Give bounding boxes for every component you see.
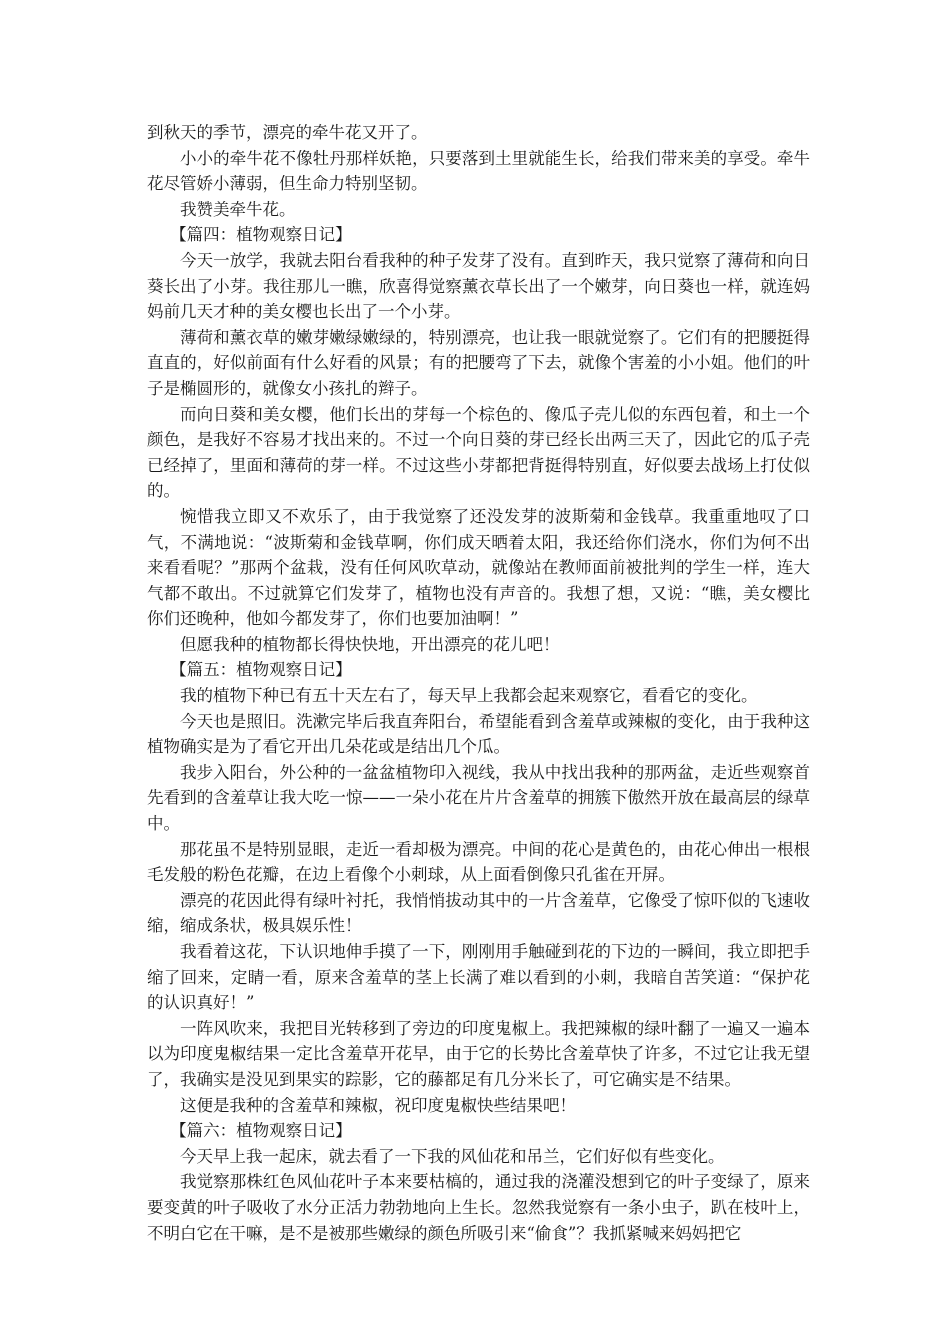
paragraph: 今天也是照旧。洗漱完毕后我直奔阳台，希望能看到含羞草或辣椒的变化，由于我种这植物确实是为了看它开出几朵花或是结出几个瓜。: [147, 711, 810, 757]
section-heading: 【篇五：植物观察日记】: [170, 660, 352, 680]
paragraph: 我步入阳台，外公种的一盆盆植物印入视线，我从中找出我种的那两盆，走近些观察首先看到的含羞草让我大吃一惊——一朵小花在片片含羞草的拥簇下傲然开放在最高层的绿草中。: [147, 762, 810, 834]
paragraph: 那花虽不是特别显眼，走近一看却极为漂亮。中间的花心是黄色的，由花心伸出一根根毛发般的粉色花瓣，在边上看像个小刺球，从上面看倒像只孔雀在开屏。: [147, 839, 810, 885]
section-heading: 【篇四：植物观察日记】: [170, 225, 352, 245]
paragraph: 这便是我种的含羞草和辣椒，祝印度鬼椒快些结果吧！: [180, 1095, 576, 1115]
paragraph: 我觉察那株红色风仙花叶子本来要枯槁的，通过我的浇灌没想到它的叶子变绿了，原来要变黄的叶子吸收了水分正活力勃勃地向上生长。忽然我觉察有一条小虫子，趴在枝叶上，不明白它在干嘛，是不是被那些嫩绿的颜色所吸引来“偷食”？我抓紧喊来妈妈把它: [147, 1172, 810, 1243]
paragraph: 我赞美牵牛花。: [180, 199, 296, 219]
paragraph: 漂亮的花因此得有绿叶衬托，我悄悄拔动其中的一片含羞草，它像受了惊吓似的飞速收缩，缩成条状，极具娱乐性！: [147, 890, 810, 936]
document-body: [147, 120, 810, 1246]
section-heading: 【篇六：植物观察日记】: [170, 1121, 352, 1141]
paragraph: 一阵风吹来，我把目光转移到了旁边的印度鬼椒上。我把辣椒的绿叶翻了一遍又一遍本以为印度鬼椒结果一定比含羞草开花早，由于它的长势比含羞草快了许多，不过它让我无望了，我确实是没见到果实的踪影，它的藤都足有几分米长了，可它确实是不结果。: [147, 1018, 810, 1089]
paragraph: 我看着这花，下认识地伸手摸了一下，刚刚用手触碰到花的下边的一瞬间，我立即把手缩了回来，定睛一看，原来含羞草的茎上长满了难以看到的小刺，我暗自苦笑道：“保护花的认识真好！”: [147, 942, 810, 1013]
paragraph: 但愿我种的植物都长得快快地，开出漂亮的花儿吧！: [180, 634, 560, 654]
paragraph: 薄荷和薰衣草的嫩芽嫩绿嫩绿的，特别漂亮，也让我一眼就觉察了。它们有的把腰挺得直直的，好似前面有什么好看的风景；有的把腰弯了下去，就像个害羞的小小姐。他们的叶子是椭圆形的，就像女小孩扎的辫子。: [147, 327, 810, 398]
paragraph: 惋惜我立即又不欢乐了，由于我觉察了还没发芽的波斯菊和金钱草。我重重地叹了口气，不满地说：“波斯菊和金钱草啊，你们成天晒着太阳，我还给你们浇水，你们为何不出来看看呢？”那两个盆栽，没有任何风吹草动，就像站在教师面前被批判的学生一样，连大气都不敢出。不过就算它们发芽了，植物也没有声音的。我想了想，又说：“瞧，美女樱比你们还晚种，他如今都发芽了，你们也要加油啊！”: [147, 506, 810, 629]
paragraph: 今天早上我一起床，就去看了一下我的风仙花和吊兰，它们好似有些变化。: [180, 1146, 725, 1166]
paragraph: 今天一放学，我就去阳台看我种的种子发芽了没有。直到昨天，我只觉察了薄荷和向日葵长出了小芽。我往那儿一瞧，欣喜得觉察薰衣草长出了一个嫩芽，向日葵也一样，就连妈妈前几天才种的美女樱也长出了一个小芽。: [147, 250, 810, 322]
paragraph: 我的植物下种已有五十天左右了，每天早上我都会起来观察它，看看它的变化。: [180, 686, 758, 706]
paragraph: 小小的牵牛花不像牡丹那样妖艳，只要落到土里就能生长，给我们带来美的享受。牵牛花尽管娇小薄弱，但生命力特别坚韧。: [147, 148, 810, 194]
paragraph: 而向日葵和美女樱，他们长出的芽每一个棕色的、像瓜子壳儿似的东西包着，和土一个颜色，是我好不容易才找出来的。不过一个向日葵的芽已经长出两三天了，因此它的瓜子壳已经掉了，里面和薄荷的芽一样。不过这些小芽都把背挺得特别直，好似要去战场上打仗似的。: [147, 404, 810, 501]
paragraph-continued: 到秋天的季节，漂亮的牵牛花又开了。: [147, 123, 428, 142]
